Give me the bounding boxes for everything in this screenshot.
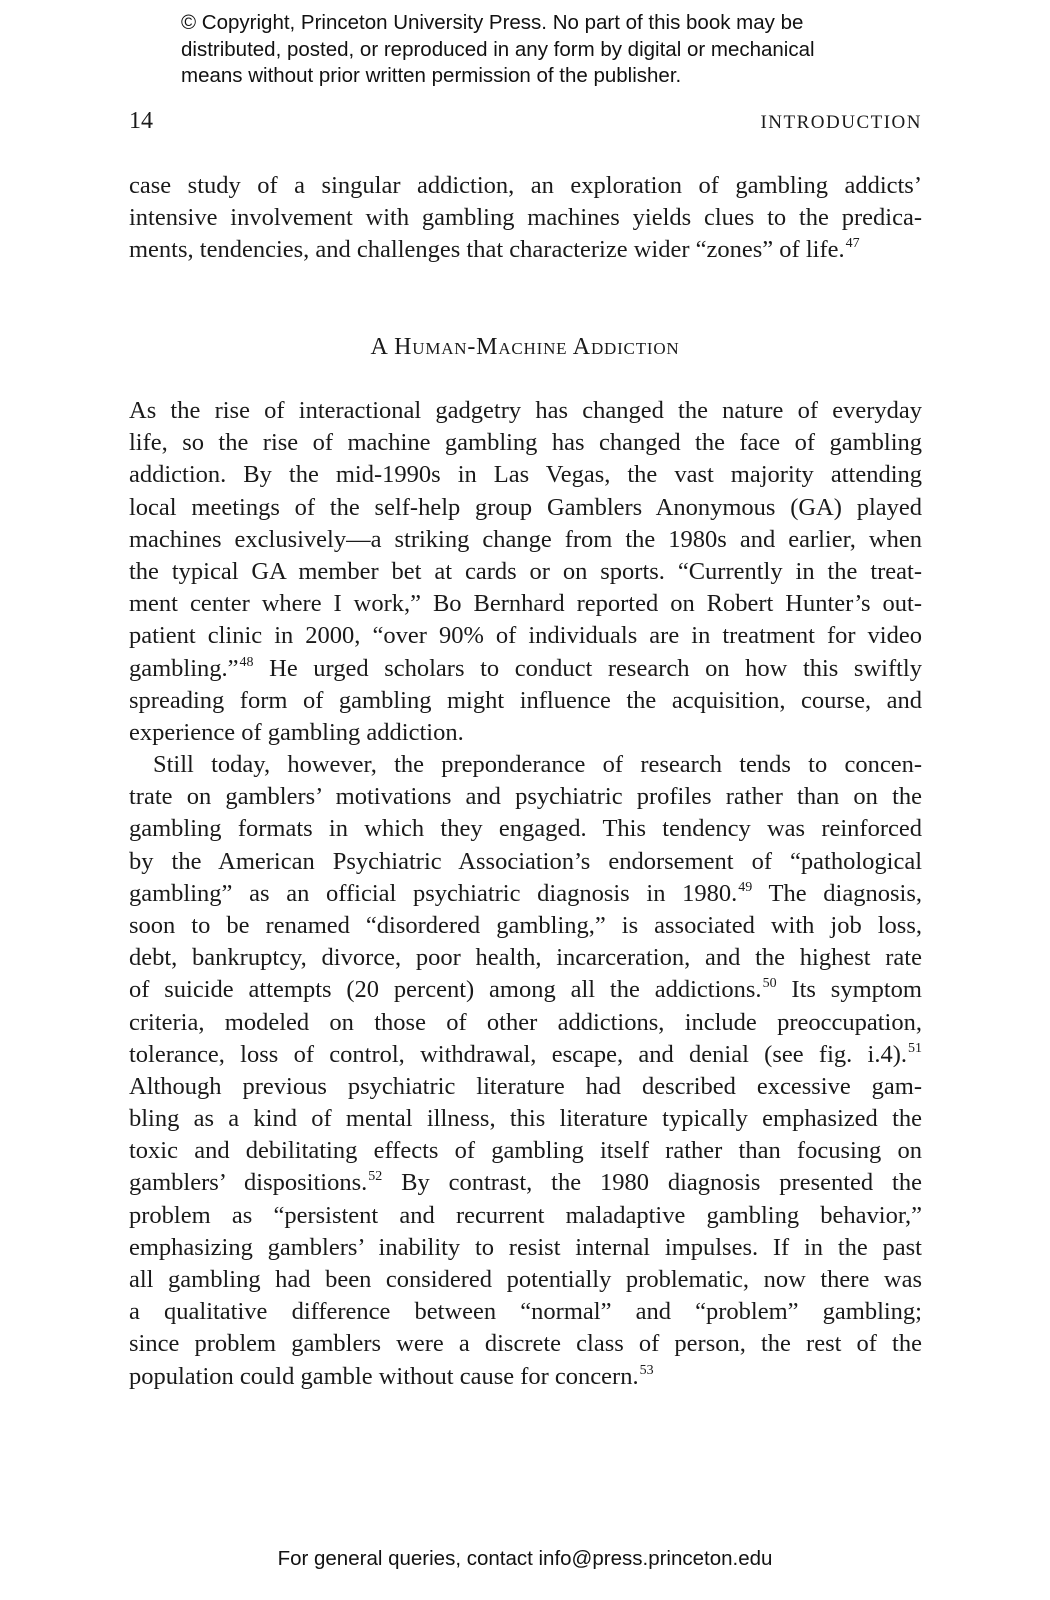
text-line: trate on gamblers’ motivations and psychiatric profiles rather than on the [129,783,922,811]
copyright-notice [181,10,901,90]
text-line: problem as “persistent and recurrent maladaptive gambling behavior,” [129,1201,922,1229]
text-line: gambling formats in which they engaged. This tendency was reinforced [129,815,922,843]
copyright-line: © Copyright, Princeton University Press. No part of this book may be [181,11,804,34]
opening-paragraph [129,170,922,267]
text-line: emphasizing gamblers’ inability to resist internal impulses. If in the past [129,1233,922,1261]
text-line: debt, bankruptcy, divorce, poor health, incarceration, and the highest rate [129,944,922,972]
footnote-ref: 50 [762,976,777,992]
text-line: the typical GA member bet at cards or on sports. “Currently in the treat- [129,557,922,585]
section-title: INTRODUCTION [760,112,922,133]
copyright-line: distributed, posted, or reproduced in any form by digital or mechanical [181,37,815,61]
text-line: machines exclusively—a striking change from the 1980s and earlier, when [129,525,922,553]
text-line: all gambling had been considered potentially problematic, now there was [129,1266,922,1293]
text-line: tolerance, loss of control, withdrawal, escape, and denial (see fig. i.4).$^{51}$ [129,1040,922,1068]
text-line: ments, tendencies, and challenges that characterize wider “zones” of life.$^{47}$ [129,236,860,264]
text-line: ment center where I work,” Bo Bernhard reported on Robert Hunter’s out- [129,590,922,618]
text-line: since problem gamblers were a discrete class of person, the rest of the [129,1330,922,1358]
footnote-ref: 47 [845,236,860,252]
text-line: population could gamble without cause for concern.$^{53}$ [129,1362,654,1390]
text-line: a qualitative difference between “normal” and “problem” gambling; [129,1298,922,1326]
text-line: by the American Psychiatric Association’s endorsement of “pathological [129,847,922,875]
text-line: patient clinic in 2000, “over 90% of individuals are in treatment for video [129,622,922,650]
text-line: of suicide attempts (20 percent) among all the addictions.$^{50}$ Its symptom [129,976,922,1004]
footnote-ref: 49 [738,879,753,895]
footnote-ref: 48 [239,654,254,670]
footnote-ref: 53 [639,1362,654,1378]
footer-contact [0,1547,1050,1571]
text-line: Still today, however, the preponderance of research tends to concen- [153,751,922,778]
contact-text: For general queries, contact info@press.princeton.edu [277,1547,773,1570]
footnote-ref: 51 [908,1040,922,1056]
text-line: case study of a singular addiction, an exploration of gambling addicts’ [129,172,922,199]
text-line: gamblers’ dispositions.$^{52}$ By contrast, the 1980 diagnosis presented the [129,1169,922,1197]
text-line: gambling” as an official psychiatric diagnosis in 1980.49 The diagnosis, [129,879,922,907]
section-heading: A Human-Machine Addiction [370,334,680,360]
text-line: soon to be renamed “disordered gambling,” is associated with job loss, [129,911,922,939]
running-head [129,108,922,138]
text-line: Although previous psychiatric literature had described excessive gam- [129,1072,922,1100]
text-line: gambling.”$^{48}$ He urged scholars to conduct research on how this swiftly [129,654,922,682]
text-line: life, so the rise of machine gambling has changed the face of gambling [129,429,922,457]
copyright-line: means without prior written permission of the publisher. [181,64,682,87]
page-number: 14 [129,108,153,134]
text-line: experience of gambling addiction. [129,718,464,746]
text-line: addiction. By the mid-1990s in Las Vegas, the vast majority attending [129,461,922,489]
text-line: intensive involvement with gambling machines yields clues to the predica- [129,204,922,232]
text-line: local meetings of the self-help group Gamblers Anonymous (GA) played [129,493,922,521]
paragraph-2 [129,749,922,1393]
text-line: bling as a kind of mental illness, this literature typically emphasized the [129,1105,922,1133]
paragraph-1 [129,395,922,749]
footnote-ref: 52 [368,1169,383,1185]
text-line: toxic and debilitating effects of gambling itself rather than focusing on [129,1137,922,1165]
text-line: As the rise of interactional gadgetry has changed the nature of everyday [129,397,922,424]
text-line: criteria, modeled on those of other addictions, include preoccupation, [129,1008,922,1036]
text-line: spreading form of gambling might influence the acquisition, course, and [129,686,922,714]
